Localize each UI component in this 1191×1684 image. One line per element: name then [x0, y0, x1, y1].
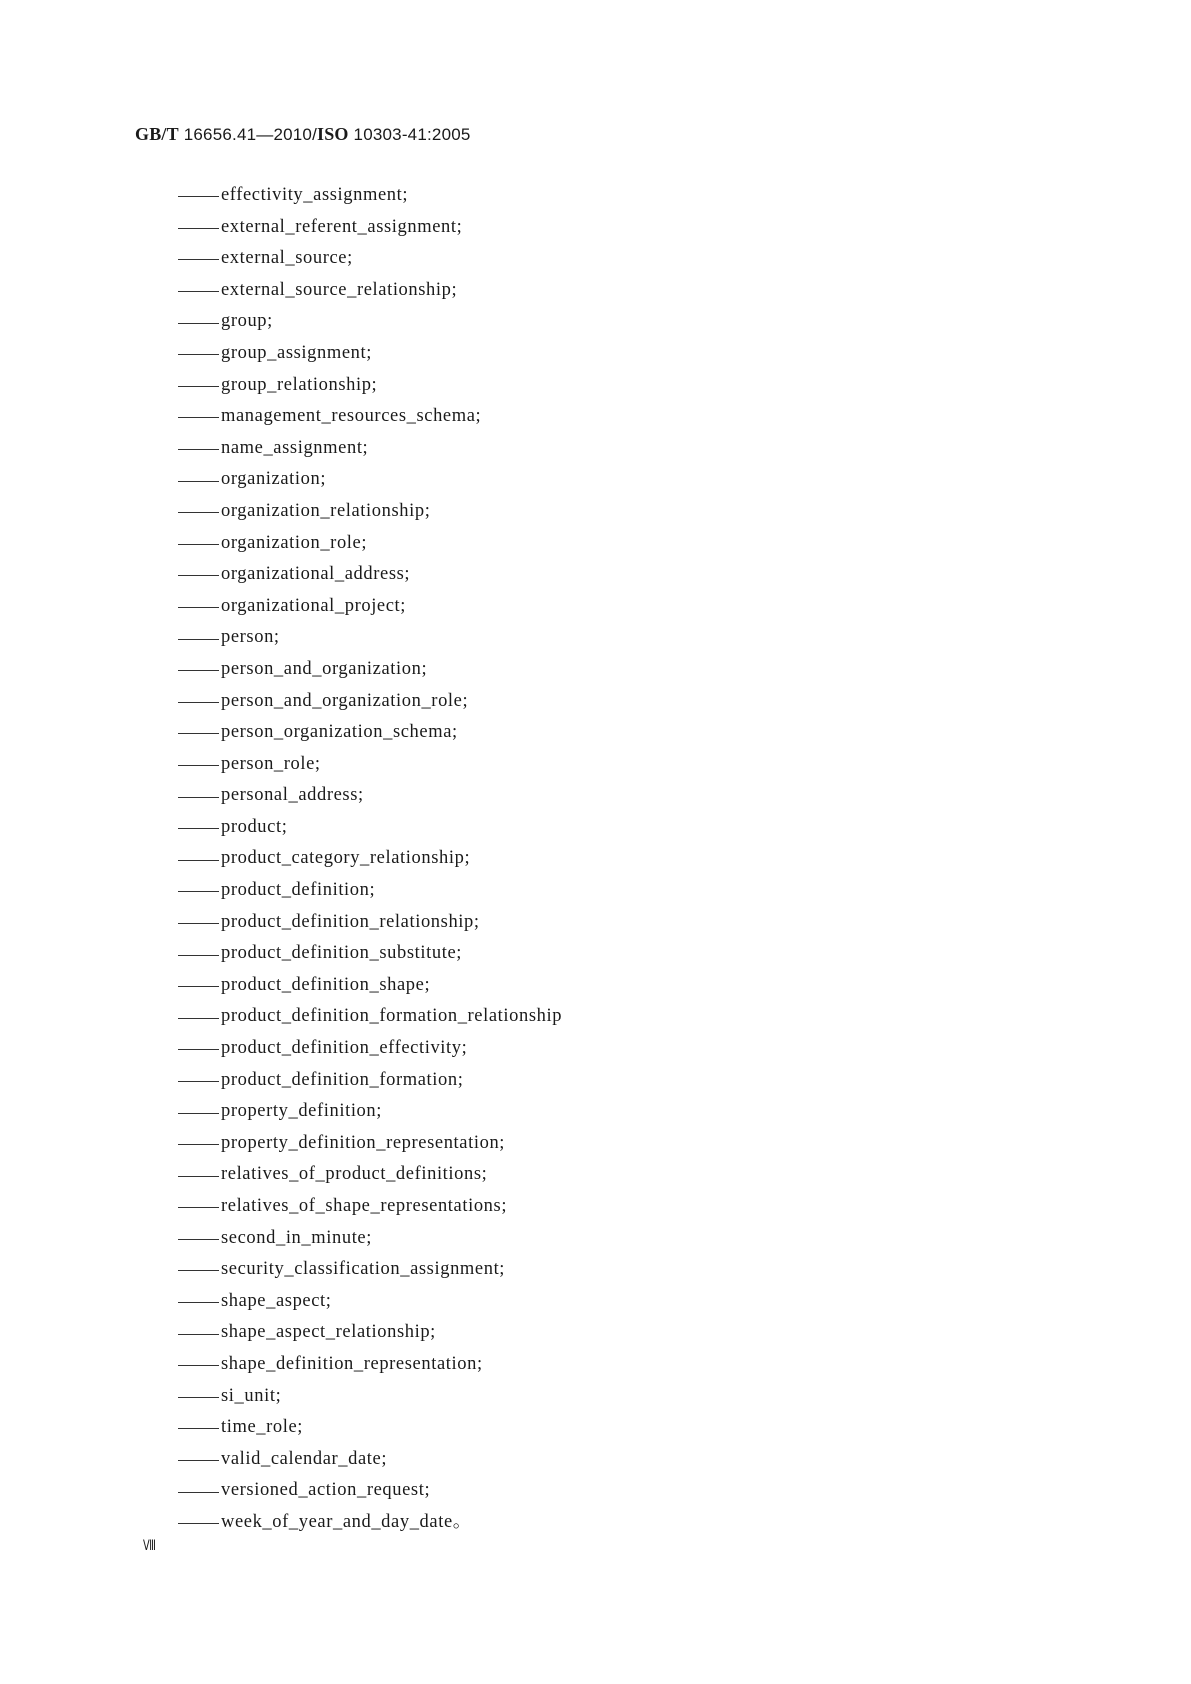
list-item: [178, 559, 562, 591]
list-item: [178, 1096, 562, 1128]
standard-prefix: GB/T: [135, 124, 179, 144]
list-item: [178, 338, 562, 370]
list-item-label: management_resources_schema;: [221, 406, 482, 427]
em-dash-marker: [178, 1428, 219, 1429]
list-item-label: valid_calendar_date;: [221, 1448, 388, 1469]
list-item: [178, 1254, 562, 1286]
list-item-label: product_definition;: [221, 880, 376, 901]
em-dash-marker: [178, 1334, 219, 1335]
standard-number: 16656.41—2010/: [178, 125, 317, 144]
list-item-label: organization_role;: [221, 532, 368, 553]
list-item: [178, 717, 562, 749]
list-item-label: versioned_action_request;: [221, 1480, 431, 1501]
list-item: [178, 622, 562, 654]
em-dash-marker: [178, 765, 219, 766]
em-dash-marker: [178, 986, 219, 987]
em-dash-marker: [178, 1113, 219, 1114]
list-item-label: person_organization_schema;: [221, 722, 458, 743]
list-item-label: time_role;: [221, 1417, 304, 1438]
em-dash-marker: [178, 544, 219, 545]
em-dash-marker: [178, 1365, 219, 1366]
list-item: [178, 306, 562, 338]
list-item: [178, 938, 562, 970]
list-item-label: week_of_year_and_day_date。: [221, 1511, 472, 1532]
em-dash-marker: [178, 417, 219, 418]
em-dash-marker: [178, 891, 219, 892]
list-item: [178, 370, 562, 402]
em-dash-marker: [178, 1397, 219, 1398]
list-item-label: si_unit;: [221, 1385, 282, 1406]
em-dash-marker: [178, 259, 219, 260]
list-item: [178, 464, 562, 496]
list-item-label: organizational_address;: [221, 564, 411, 585]
list-item-label: personal_address;: [221, 785, 364, 806]
list-item: [178, 243, 562, 275]
list-item-label: name_assignment;: [221, 437, 369, 458]
em-dash-marker: [178, 323, 219, 324]
list-item-label: external_source;: [221, 248, 353, 269]
list-item-label: shape_definition_representation;: [221, 1353, 483, 1374]
iso-prefix: ISO: [317, 124, 349, 144]
list-item: [178, 1191, 562, 1223]
list-item-label: product_category_relationship;: [221, 848, 471, 869]
list-item-label: group;: [221, 311, 273, 332]
list-item: [178, 1317, 562, 1349]
list-item-label: shape_aspect_relationship;: [221, 1322, 436, 1343]
list-item: [178, 212, 562, 244]
em-dash-marker: [178, 1049, 219, 1050]
em-dash-marker: [178, 1523, 219, 1524]
list-item-label: effectivity_assignment;: [221, 185, 409, 205]
em-dash-marker: [178, 196, 219, 197]
em-dash-marker: [178, 1018, 219, 1019]
list-item: [178, 907, 562, 939]
em-dash-marker: [178, 354, 219, 355]
list-item: [178, 843, 562, 875]
em-dash-marker: [178, 860, 219, 861]
list-item-label: product_definition_formation_relationship: [221, 1006, 563, 1027]
list-item-label: product_definition_formation;: [221, 1069, 464, 1090]
em-dash-marker: [178, 1460, 219, 1461]
list-item-label: person_and_organization_role;: [221, 690, 469, 711]
list-item: [178, 180, 562, 212]
list-item-label: relatives_of_shape_representations;: [221, 1196, 508, 1216]
list-item: [178, 1001, 562, 1033]
em-dash-marker: [178, 228, 219, 229]
page-header: [135, 124, 471, 145]
list-item: [178, 654, 562, 686]
list-item-label: security_classification_assignment;: [221, 1259, 506, 1280]
list-item: [178, 1159, 562, 1191]
list-item-label: relatives_of_product_definitions;: [221, 1164, 488, 1185]
list-item: [178, 812, 562, 844]
list-item-label: person;: [221, 627, 280, 648]
em-dash-marker: [178, 639, 219, 640]
list-item-label: product_definition_shape;: [221, 974, 431, 995]
em-dash-marker: [178, 1302, 219, 1303]
list-item-label: organization;: [221, 469, 327, 490]
list-item: [178, 496, 562, 528]
list-item: [178, 780, 562, 812]
em-dash-marker: [178, 733, 219, 734]
list-item: [178, 433, 562, 465]
list-item-label: organization_relationship;: [221, 500, 431, 521]
list-item-label: group_assignment;: [221, 342, 372, 363]
list-item: [178, 1412, 562, 1444]
list-item: [178, 749, 562, 781]
em-dash-marker: [178, 923, 219, 924]
list-item: [178, 686, 562, 718]
list-item-label: product_definition_relationship;: [221, 911, 480, 932]
em-dash-marker: [178, 481, 219, 482]
list-item-label: product;: [221, 816, 288, 837]
em-dash-marker: [178, 575, 219, 576]
list-item-label: group_relationship;: [221, 374, 378, 395]
list-item: [178, 970, 562, 1002]
list-item: [178, 528, 562, 560]
list-item: [178, 1065, 562, 1097]
em-dash-marker: [178, 1144, 219, 1145]
list-item: [178, 591, 562, 623]
iso-number: 10303-41:2005: [348, 125, 471, 144]
list-item: [178, 1381, 562, 1413]
em-dash-marker: [178, 955, 219, 956]
list-item: [178, 1223, 562, 1255]
list-item: [178, 401, 562, 433]
em-dash-marker: [178, 1176, 219, 1177]
list-item-label: property_definition_representation;: [221, 1132, 506, 1153]
list-item-label: product_definition_effectivity;: [221, 1038, 468, 1059]
list-item-label: shape_aspect;: [221, 1290, 332, 1311]
em-dash-marker: [178, 702, 219, 703]
em-dash-marker: [178, 1239, 219, 1240]
em-dash-marker: [178, 670, 219, 671]
em-dash-marker: [178, 1081, 219, 1082]
page-number: Ⅷ: [143, 1537, 156, 1553]
em-dash-marker: [178, 1207, 219, 1208]
list-item: [178, 1444, 562, 1476]
list-item: [178, 1033, 562, 1065]
em-dash-marker: [178, 797, 219, 798]
entity-list: [178, 180, 562, 1539]
list-item: [178, 1507, 562, 1539]
em-dash-marker: [178, 386, 219, 387]
em-dash-marker: [178, 828, 219, 829]
list-item-label: person_and_organization;: [221, 658, 428, 679]
list-item: [178, 1475, 562, 1507]
em-dash-marker: [178, 291, 219, 292]
list-item: [178, 275, 562, 307]
list-item-label: second_in_minute;: [221, 1227, 372, 1248]
em-dash-marker: [178, 512, 219, 513]
list-item: [178, 1128, 562, 1160]
em-dash-marker: [178, 607, 219, 608]
list-item: [178, 1286, 562, 1318]
list-item: [178, 875, 562, 907]
em-dash-marker: [178, 1492, 219, 1493]
list-item-label: external_source_relationship;: [221, 279, 458, 300]
em-dash-marker: [178, 449, 219, 450]
list-item-label: property_definition;: [221, 1101, 382, 1122]
list-item-label: person_role;: [221, 753, 321, 774]
list-item-label: product_definition_substitute;: [221, 943, 463, 964]
list-item-label: organizational_project;: [221, 595, 407, 616]
list-item: [178, 1349, 562, 1381]
em-dash-marker: [178, 1270, 219, 1271]
list-item-label: external_referent_assignment;: [221, 216, 463, 237]
